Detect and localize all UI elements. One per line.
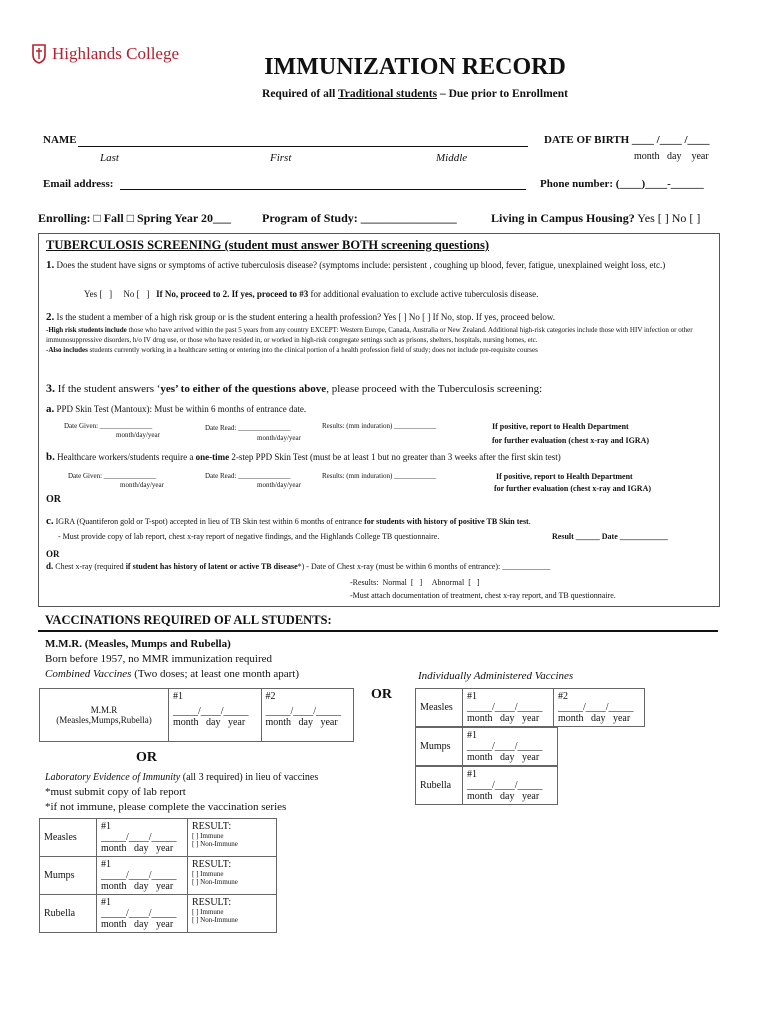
ppd-results[interactable]: Results: (mm induration) ____________ [322, 422, 437, 430]
two-step-ppd: b. Healthcare workers/students require a one-time 2-step PPD Skin Test (must be at least 1 but no greater than 3 weeks after the first skin test) [46, 451, 561, 463]
or-divider-1: OR [46, 494, 61, 505]
individual-rubella-label: Rubella [416, 767, 463, 805]
tb-q1-answer: Yes [ ] No [ ] If No, proceed to 2. If yes, proceed to #3 for additional evaluation to exclude active tuberculosis disease. [84, 289, 539, 299]
name-label: NAME [43, 134, 77, 146]
enrolling-row [38, 211, 231, 226]
page-subtitle: Required of all Traditional students – Due prior to Enrollment [262, 88, 568, 100]
housing-label: Living in Campus Housing? [491, 211, 635, 225]
tb-question-3: 3. If the student answers ‘yes’ to either of the questions above, please proceed with the Tuberculosis screening: [46, 381, 543, 395]
middle-label: Middle [436, 152, 468, 164]
igra-result-field[interactable]: Result ______ Date ____________ [552, 532, 668, 541]
logo-text: Highlands College [52, 44, 180, 63]
individual-mumps-table [415, 727, 558, 766]
dob-field[interactable]: DATE OF BIRTH ____ /____ /____ [544, 134, 710, 146]
mmr-dose-1[interactable]: #1 _____/____/_____ month day year [169, 689, 262, 742]
mmr-title: M.M.R. (Measles, Mumps and Rubella) [45, 638, 231, 650]
last-label: Last [100, 152, 119, 164]
lab-mumps-date[interactable]: #1 _____/____/_____ month day year [97, 857, 188, 895]
ppd-date-given-format: month/day/year [116, 431, 160, 439]
individual-measles-dose-1[interactable]: #1 _____/____/_____ month day year [463, 689, 554, 727]
xray-attach-note: -Must attach documentation of treatment, chest x-ray report, and TB questionnaire. [350, 591, 616, 600]
tb-heading: TUBERCULOSIS SCREENING (student must answer BOTH screening questions) [46, 238, 490, 252]
vaccinations-divider [38, 630, 718, 632]
phone-field[interactable]: Phone number: (____)____-______ [540, 178, 704, 190]
dob-units: month day year [634, 151, 709, 162]
tb-question-2[interactable]: 2. Is the student a member of a high risk group or is the student entering a health profession? Yes [ ] No [ ] If No, stop. If yes, proceed below. [46, 311, 556, 323]
lab-evidence-title: Laboratory Evidence of Immunity (all 3 required) in lieu of vaccines [45, 772, 319, 783]
high-risk-note: -High risk students include those who have arrived within the past 5 years from any country EXCEPT: Western Europe, Canada, Australia or New Zealand. Additional high-risk categories include those with HIV infection or other immunosuppressive disorders, h/o IV drug use, or those who have resided in, or worked in high-risk congregate settings such as prisons, shelters, hospitals, nursing homes, etc. -Also includes students currently working in a healthcare setting or entering into the clinical portion of a health profession field of study; does not include pre-requisite courses [46, 326, 693, 354]
or-middle: OR [371, 687, 392, 702]
lab-mumps-label: Mumps [40, 857, 97, 895]
lab-rubella-date[interactable]: #1 _____/____/_____ month day year [97, 895, 188, 933]
individual-mumps-label: Mumps [416, 728, 463, 766]
igra-note: - Must provide copy of lab report, chest x-ray report of negative findings, and the Highlands College TB questionnaire. [58, 532, 440, 541]
twostep-date-read-format: month/day/year [257, 481, 301, 489]
tb-question-1: 1. Does the student have signs or symptoms of active tuberculosis disease? (symptoms include: persistent , coughing up blood, fever, fatigue, unexplained weight loss, etc.) [46, 259, 666, 271]
name-field[interactable] [78, 146, 528, 147]
housing-row [491, 211, 700, 226]
housing-options[interactable]: Yes [ ] No [ ] [637, 211, 701, 225]
q1-options[interactable]: Yes [ ] No [ ] [84, 289, 150, 299]
enrolling-field[interactable]: Enrolling: □ Fall □ Spring Year 20___ [38, 211, 231, 225]
twostep-positive-report: If positive, report to Health Department [496, 472, 633, 481]
email-field[interactable] [120, 189, 526, 190]
twostep-date-given-format: month/day/year [120, 481, 164, 489]
individual-rubella-table [415, 766, 558, 805]
or-lab: OR [136, 750, 157, 765]
born-before-note: Born before 1957, no MMR immunization required [45, 653, 272, 665]
lab-note-2: *if not immune, please complete the vaccination series [45, 801, 287, 813]
mmr-dose-2[interactable]: #2 _____/____/_____ month day year [261, 689, 354, 742]
twostep-date-given[interactable]: Date Given: _______________ [68, 472, 157, 480]
first-label: First [270, 152, 292, 164]
ppd-date-read-format: month/day/year [257, 434, 301, 442]
lab-rubella-label: Rubella [40, 895, 97, 933]
lab-measles-date[interactable]: #1 _____/____/_____ month day year [97, 819, 188, 857]
program-field[interactable]: Program of Study: ________________ [262, 211, 457, 225]
page-title: IMMUNIZATION RECORD [264, 54, 566, 80]
individual-measles-label: Measles [416, 689, 463, 727]
lab-note-1: *must submit copy of lab report [45, 786, 186, 798]
individual-measles-table [415, 688, 645, 727]
mmr-row-label: M.M.R (Measles,Mumps,Rubella) [40, 689, 169, 742]
individual-rubella-dose-1[interactable]: #1 _____/____/_____ month day year [463, 767, 558, 805]
igra-test: c. IGRA (Quantiferon gold or T-spot) accepted in lieu of TB Skin test within 6 months of entrance for students with history of positive TB Skin test. [46, 515, 531, 527]
individual-mumps-dose-1[interactable]: #1 _____/____/_____ month day year [463, 728, 558, 766]
lab-measles-result[interactable]: RESULT: [ ] Immune [ ] Non-Immune [188, 819, 277, 857]
individual-title: Individually Administered Vaccines [418, 670, 574, 682]
email-label: Email address: [43, 178, 114, 190]
vaccinations-heading: VACCINATIONS REQUIRED OF ALL STUDENTS: [45, 613, 332, 627]
lab-mumps-result[interactable]: RESULT: [ ] Immune [ ] Non-Immune [188, 857, 277, 895]
ppd-date-given[interactable]: Date Given: _______________ [64, 422, 153, 430]
mmr-combined-table [39, 688, 354, 742]
or-divider-2: OR [46, 549, 60, 559]
ppd-skin-test: a. PPD Skin Test (Mantoux): Must be within 6 months of entrance date. [46, 403, 307, 415]
individual-measles-dose-2[interactable]: #2 _____/____/_____ month day year [554, 689, 645, 727]
lab-evidence-table [39, 818, 277, 933]
lab-measles-label: Measles [40, 819, 97, 857]
chest-xray[interactable]: d. Chest x-ray (required if student has history of latent or active TB disease*) - Date of Chest x-ray (must be within 6 months of entrance): ____________ [46, 561, 551, 571]
further-evaluation: for further evaluation (chest x-ray and IGRA) [492, 436, 650, 445]
twostep-results[interactable]: Results: (mm induration) ____________ [322, 472, 437, 480]
combined-note: Combined Vaccines (Two doses; at least one month apart) [45, 668, 299, 680]
xray-results[interactable]: -Results: Normal [ ] Abnormal [ ] [350, 578, 480, 587]
ppd-date-read[interactable]: Date Read: _______________ [205, 424, 291, 432]
twostep-date-read[interactable]: Date Read: _______________ [205, 472, 291, 480]
twostep-further-evaluation: for further evaluation (chest x-ray and IGRA) [494, 484, 652, 493]
positive-report: If positive, report to Health Department [492, 422, 629, 431]
lab-rubella-result[interactable]: RESULT: [ ] Immune [ ] Non-Immune [188, 895, 277, 933]
